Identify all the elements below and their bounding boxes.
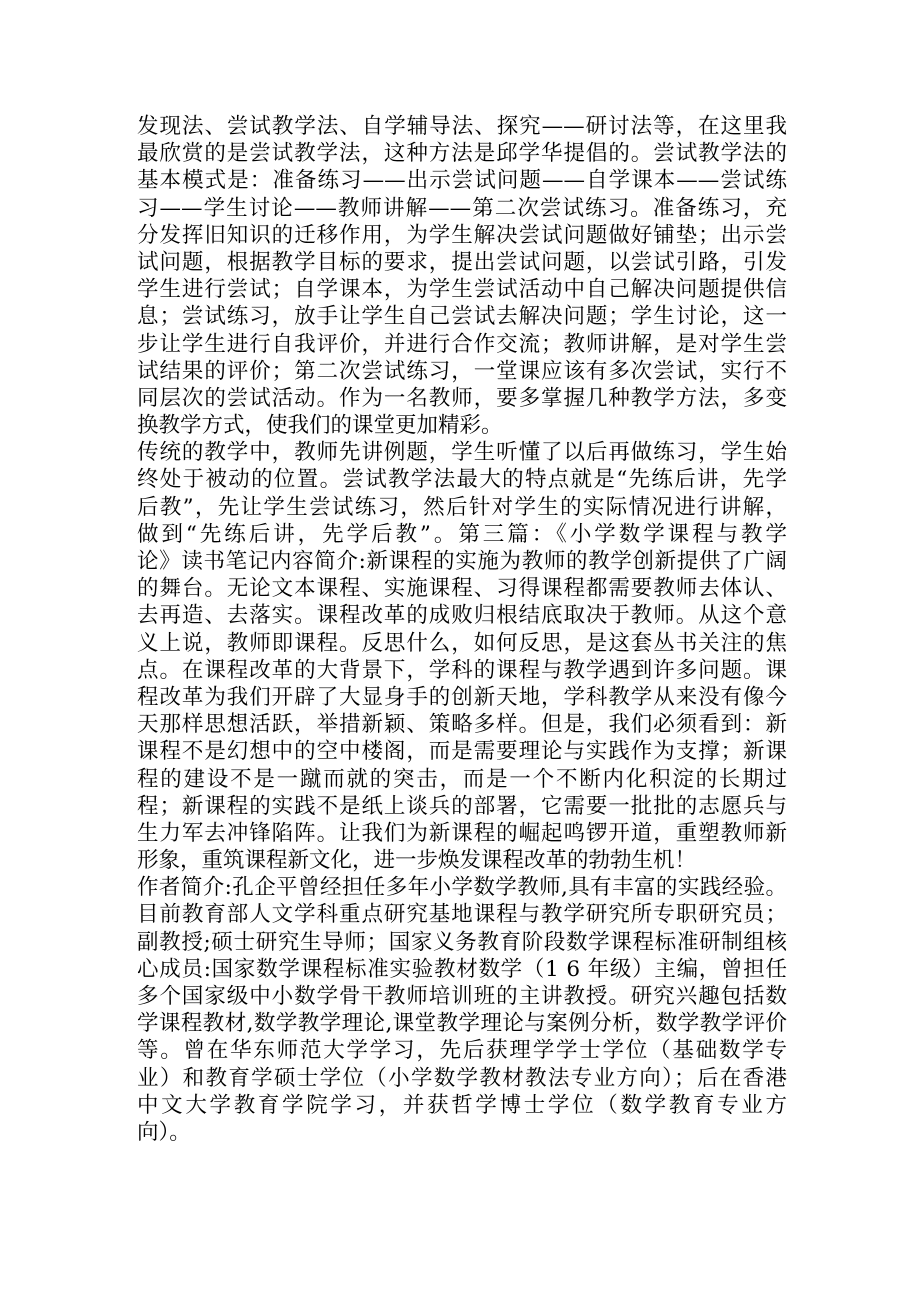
body-text <box>137 113 787 1146</box>
text-line: 步让学生进行自我评价，并进行合作交流；教师讲解，是对学生尝 <box>137 331 787 357</box>
text-line: 后教”，先让学生尝试练习，然后针对学生的实际情况进行讲解， <box>137 494 787 520</box>
text-line: 形象，重筑课程新文化，进一步焕发课程改革的勃勃生机！ <box>137 848 697 874</box>
text-line: 最欣赏的是尝试教学法，这种方法是邱学华提倡的。尝试教学法的 <box>137 141 787 167</box>
text-line: 做到“先练后讲，先学后教”。第三篇：《小学数学课程与教学 <box>137 521 787 547</box>
text-line: 基本模式是：准备练习——出示尝试问题——自学课本——尝试练 <box>137 168 787 194</box>
text-line: 点。在课程改革的大背景下，学科的课程与教学遇到许多问题。课 <box>137 657 787 683</box>
text-line: 终处于被动的位置。尝试教学法最大的特点就是“先练后讲，先学 <box>137 467 787 493</box>
text-line: 试结果的评价；第二次尝试练习，一堂课应该有多次尝试，实行不 <box>137 358 787 384</box>
text-line: 程；新课程的实践不是纸上谈兵的部署，它需要一批批的志愿兵与 <box>137 793 787 819</box>
text-line: 生力军去冲锋陷阵。让我们为新课程的崛起鸣锣开道，重塑教师新 <box>137 820 787 846</box>
text-line: 课程不是幻想中的空中楼阁，而是需要理论与实践作为支撑；新课 <box>137 739 787 765</box>
text-line: 习——学生讨论——教师讲解——第二次尝试练习。准备练习，充 <box>137 195 787 221</box>
text-line: 发现法、尝试教学法、自学辅导法、探究——研讨法等，在这里我 <box>137 114 787 139</box>
text-line: 作者简介:孔企平曾经担任多年小学数学教师,具有丰富的实践经验。 <box>137 875 787 901</box>
text-line: 义上说，教师即课程。反思什么，如何反思，是这套丛书关注的焦 <box>137 630 787 656</box>
text-line: 心成员:国家数学课程标准实验教材数学（1 6 年级）主编，曾担任 <box>137 956 787 982</box>
text-line: 学课程教材,数学教学理论,课堂教学理论与案例分析，数学教学评价 <box>137 1011 787 1037</box>
text-line: 换教学方式，使我们的课堂更加精彩。 <box>137 413 503 439</box>
text-line: 业）和教育学硕士学位（小学数学教材教法专业方向）；后在香港 <box>137 1065 787 1091</box>
text-line: 副教授;硕士研究生导师；国家义务教育阶段数学课程标准研制组核 <box>137 929 787 955</box>
text-line: 多个国家级中小数学骨干教师培训班的主讲教授。研究兴趣包括数 <box>137 984 787 1009</box>
text-line: 等。曾在华东师范大学学习，先后获理学学士学位（基础数学专 <box>137 1038 787 1064</box>
text-line: 学生进行尝试；自学课本，为学生尝试活动中自己解决问题提供信 <box>137 277 787 303</box>
text-line: 中文大学教育学院学习，并获哲学博士学位（数学教育专业方 <box>137 1092 787 1118</box>
text-line: 传统的教学中，教师先讲例题，学生听懂了以后再做练习，学生始 <box>137 440 787 466</box>
text-line: 向）。 <box>137 1119 191 1145</box>
text-line: 天那样思想活跃，举措新颖、策略多样。但是，我们必须看到：新 <box>137 712 787 738</box>
text-line: 程改革为我们开辟了大显身手的创新天地，学科教学从来没有像今 <box>137 684 787 710</box>
text-line: 试问题，根据教学目标的要求，提出尝试问题，以尝试引路，引发 <box>137 249 787 275</box>
text-line: 程的建设不是一蹴而就的突击，而是一个不断内化积淀的长期过 <box>137 766 787 792</box>
text-line: 论》读书笔记内容简介:新课程的实施为教师的教学创新提供了广阔 <box>137 549 787 574</box>
text-line: 分发挥旧知识的迁移作用，为学生解决尝试问题做好铺垫；出示尝 <box>137 222 787 248</box>
text-line: 去再造、去落实。课程改革的成败归根结底取决于教师。从这个意 <box>137 603 787 629</box>
text-line: 的舞台。无论文本课程、实施课程、习得课程都需要教师去体认、 <box>137 576 787 602</box>
text-line: 息；尝试练习，放手让学生自己尝试去解决问题；学生讨论，这一 <box>137 304 787 330</box>
text-line: 同层次的尝试活动。作为一名教师，要多掌握几种教学方法，多变 <box>137 385 787 411</box>
text-line: 目前教育部人文学科重点研究基地课程与教学研究所专职研究员； <box>137 902 787 928</box>
